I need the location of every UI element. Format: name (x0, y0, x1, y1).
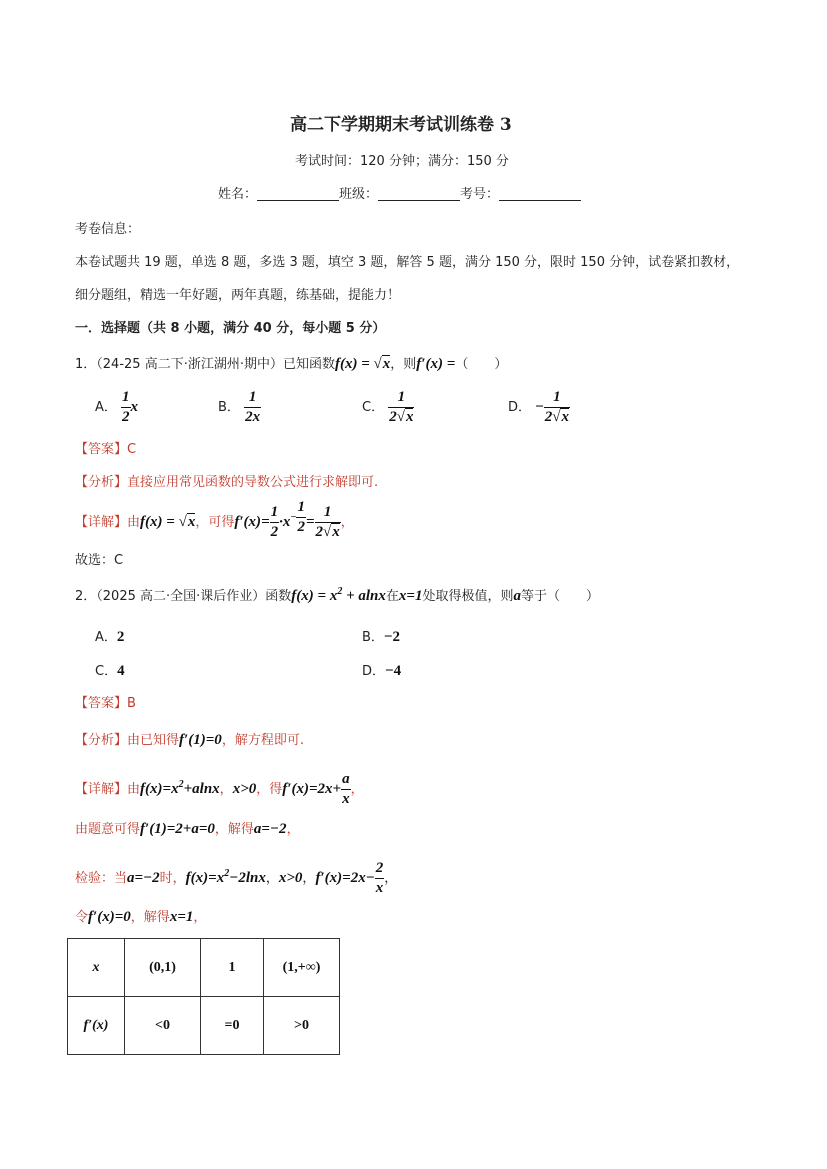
q2-mid2: 处取得极值，则 (422, 589, 514, 604)
q1-option-d-value: $\frac{1}{2√x}$ (544, 389, 569, 425)
q2-check-pre: 检验：当 (75, 870, 128, 886)
name-field[interactable] (257, 186, 339, 201)
q2-option-a-value: 2 (116, 629, 125, 645)
exam-info: 考试时间：120 分钟；满分：150 分 (295, 154, 509, 169)
q2-line2-mid: ，解得 (214, 822, 254, 837)
q1-detail-end: ， (340, 514, 354, 530)
q1-detail-formula: f′(x)= $\frac{1}{2}$ $\cdot x^{- \frac{1}{2}}$ = $\frac{1}{2√x}$ (234, 499, 340, 540)
q2-detail-line2: 由题意可得f′(1)=2+a=0，解得a=−2， (75, 821, 300, 837)
table-cell: f′(x) (68, 997, 125, 1055)
intro-line-1: 本卷试题共 19 题，单选 8 题，多选 3 题，填空 3 题，解答 5 题，满分 150 分，限时 150 分钟，试卷紧扣教材， (75, 255, 740, 270)
q1-stem (75, 353, 507, 373)
q2-option-d[interactable] (362, 660, 401, 680)
q1-detail-kede: ，可得 (195, 514, 235, 530)
name-label: 姓名： (218, 187, 258, 202)
q1-option-b[interactable] (218, 390, 261, 425)
q2-analysis: 【分析】由已知得f′(1)=0，解方程即可. (75, 732, 304, 748)
q2-detail-end: ， (350, 781, 364, 797)
table-cell: 1 (201, 939, 264, 997)
q2-detail-de: ，得 (256, 781, 283, 797)
page-title: 高二下学期期末考试训练卷 3 (290, 115, 512, 135)
q1-analysis-text: 直接应用常见函数的导数公式进行求解即可. (127, 475, 379, 490)
q2-check-end: ， (384, 870, 398, 886)
q2-detail-tag: 【详解】 (75, 781, 128, 797)
student-info-row (218, 183, 581, 202)
table-row (68, 997, 340, 1055)
q2-ling-mid: ，解得 (130, 910, 170, 925)
q1-answer-value: C (127, 442, 137, 457)
q2-option-c-value: 4 (117, 663, 125, 679)
sign-table (67, 938, 340, 1055)
q1-option-a[interactable]: A． $\frac{1}{2}$ x (95, 389, 139, 425)
q1-detail-tag: 【详解】 (75, 514, 128, 530)
q1-option-d-label: D． (508, 400, 532, 415)
q1-answer (75, 438, 136, 457)
q1-detail: 【详解】由f(x) = √x，可得f′(x)= $\frac{1}{2}$ $\cdot x^{- \frac{1}{2}}$ = $\frac{1}{2√x}$ ， (75, 499, 354, 540)
q2-option-a[interactable] (95, 626, 124, 646)
number-label: 考号： (460, 187, 500, 202)
class-label: 班级： (339, 187, 379, 202)
q1-then: ，则 (390, 357, 417, 372)
q1-analysis-tag: 【分析】 (75, 475, 128, 490)
q2-option-c[interactable] (95, 660, 125, 680)
q2-option-a-label: A． (95, 630, 117, 645)
q2-answer (75, 692, 136, 711)
q2-ling: 令f′(x)=0，解得x=1， (75, 909, 207, 925)
q1-source: （24-25 高二下·浙江湖州·期中）已知函数 (96, 357, 335, 372)
q1-number: 1． (75, 357, 97, 372)
q2-detail: 【详解】由$f(x)=x^2+alnx$，x>0，得f′(x)=2x+ $\frac{a}{x}$ ， (75, 771, 364, 807)
q2-ling-end: ， (193, 910, 207, 925)
q2-ling-pre: 令 (75, 910, 89, 925)
q1-option-d[interactable]: D． − $\frac{1}{2√x}$ (508, 389, 569, 425)
q1-option-c-value: $\frac{1}{2√x}$ (389, 389, 414, 425)
q2-line2-pre: 由题意可得 (75, 822, 141, 837)
q2-answer-value: B (127, 696, 136, 711)
q2-mid3: 等于（ ） (521, 589, 600, 604)
q2-function: $f(x) = x^2 + alnx$ (291, 586, 386, 604)
q2-source: （2025 高二·全国·课后作业）函数 (96, 589, 292, 604)
q1-answer-tag: 【答案】 (75, 442, 128, 457)
q1-paren: （ ） (455, 357, 508, 372)
table-cell: =0 (201, 997, 264, 1055)
q2-analysis-pre: 由已知得 (127, 733, 180, 748)
table-row (68, 939, 340, 997)
q2-detail-you: 由 (127, 781, 141, 797)
q2-option-b-label: B． (362, 630, 384, 645)
q1-option-c-label: C． (362, 400, 385, 415)
table-cell: x (68, 939, 125, 997)
q2-option-b-value: −2 (383, 629, 400, 645)
section-heading: 一．选择题（共 8 小题，满分 40 分，每小题 5 分） (75, 321, 386, 336)
q2-line2-end: ， (286, 822, 300, 837)
q2-mid: 在 (385, 589, 399, 604)
q2-option-c-label: C． (95, 664, 118, 679)
q1-function: f(x) = √x (334, 356, 391, 372)
q1-analysis (75, 471, 378, 490)
intro-label: 考卷信息： (75, 222, 141, 237)
table-cell: <0 (125, 997, 201, 1055)
q2-check: 检验：当a=−2时，$f(x)=x^2-2\ln x$，x>0，f′(x)=2x− $\frac{2}{x}$ ， (75, 860, 398, 896)
q2-option-b[interactable] (362, 626, 400, 646)
q2-option-d-value: −4 (385, 663, 402, 679)
q1-option-c[interactable] (362, 390, 414, 425)
q1-detail-you: 由 (127, 514, 141, 530)
q1-conclusion: 故选：C (75, 553, 124, 568)
q2-answer-tag: 【答案】 (75, 696, 128, 711)
q1-option-a-label: A． (95, 400, 117, 415)
q1-derivative: f′(x) = (416, 356, 456, 372)
number-field[interactable] (499, 186, 581, 201)
q1-option-b-label: B． (218, 400, 240, 415)
table-cell: >0 (264, 997, 340, 1055)
table-cell: (0,1) (125, 939, 201, 997)
q2-analysis-tag: 【分析】 (75, 733, 128, 748)
q1-option-a-value: $\frac{1}{2}$ (122, 389, 130, 425)
class-field[interactable] (378, 186, 460, 201)
q2-stem: 2．（2025 高二·全国·课后作业）函数$f(x) = x^2 + alnx$在x=1处取得极值，则a等于（ ） (75, 586, 600, 604)
q2-analysis-post: ，解方程即可. (221, 733, 304, 748)
intro-line-2: 细分题组，精选一年好题，两年真题，练基础，提能力！ (75, 288, 401, 303)
q1-option-b-value: $\frac{1}{2x}$ (245, 389, 261, 425)
q2-number: 2． (75, 589, 97, 604)
q2-check-shi: 时， (159, 870, 186, 886)
q2-option-d-label: D． (362, 664, 386, 679)
table-cell: (1,+∞) (264, 939, 340, 997)
